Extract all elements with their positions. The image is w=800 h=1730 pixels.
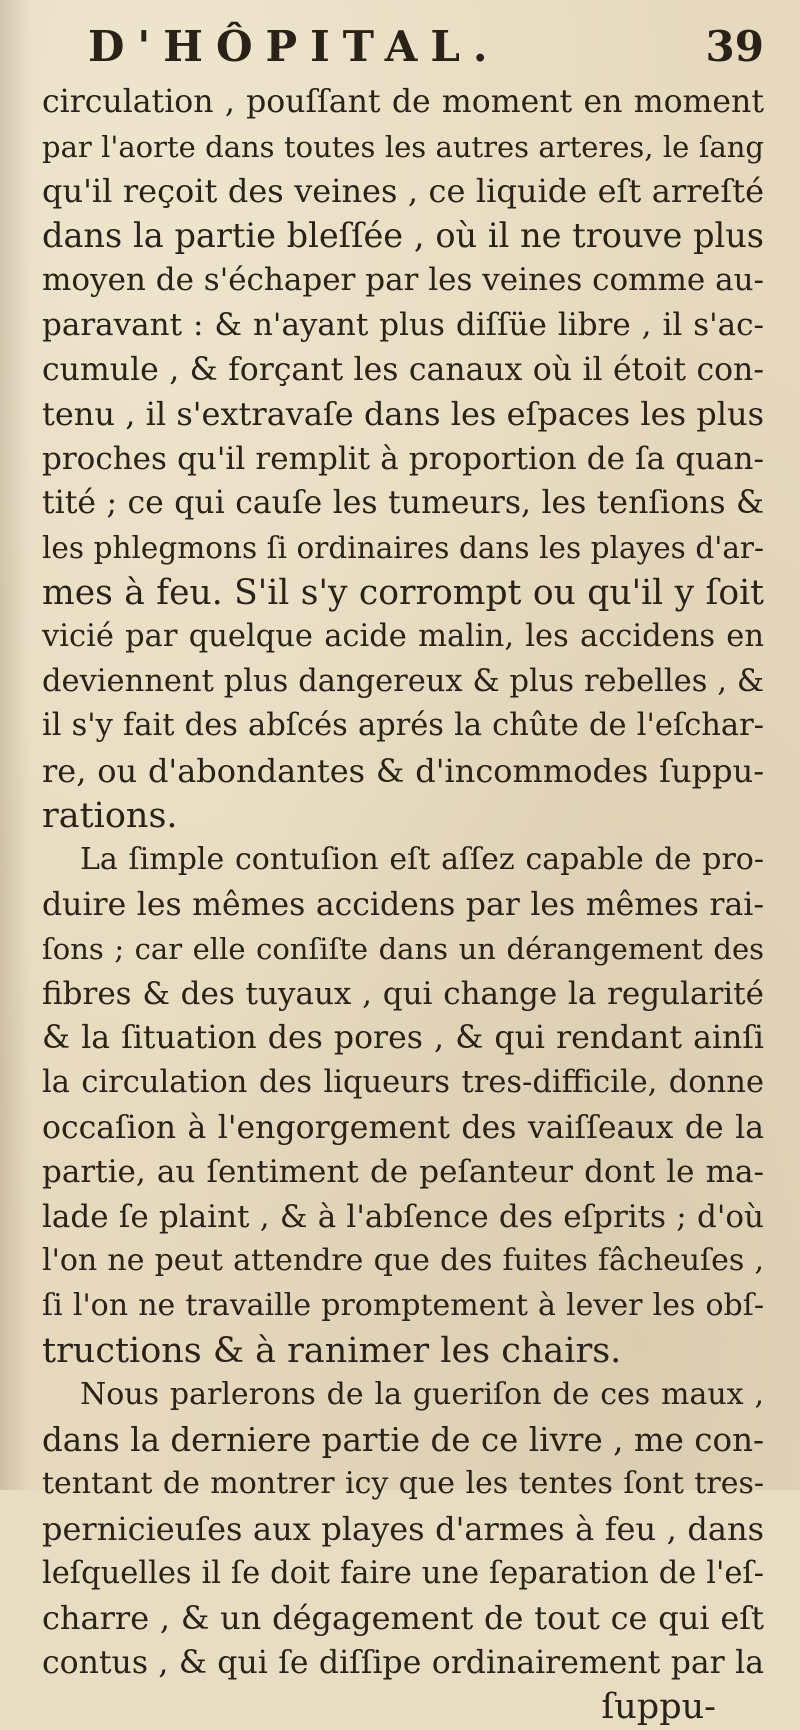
text-line: partie, au ſentiment de peſanteur dont le ma-: [42, 1154, 764, 1191]
text-line: circulation , pouſſant de moment en moment: [42, 84, 764, 120]
text-line: dans la partie bleſſée , où il ne trouve plus: [42, 215, 764, 255]
text-line: vicié par quelque acide malin, les accidens en: [42, 619, 764, 655]
text-line: par l'aorte dans toutes les autres arteres, le ſang: [42, 129, 764, 164]
body-text: [42, 80, 764, 1730]
text-line: mes à feu. S'il s'y corrompt ou qu'il y ſoit: [42, 572, 764, 613]
page-number: 39: [705, 22, 764, 71]
text-line: paravant : & n'ayant plus diſſüe libre , il s'ac-: [42, 306, 764, 343]
text-line: il s'y fait des abſcés aprés la chûte de l'eſchar-: [42, 708, 764, 744]
text-line: proches qu'il remplit à proportion de ſa quan-: [42, 440, 764, 477]
text-line: tité ; ce qui cauſe les tumeurs, les tenſions &: [42, 485, 764, 522]
paragraph-start-line: La ſimple contuſion eſt aſſez capable de pro-: [80, 842, 764, 878]
text-line: occaſion à l'engorgement des vaiſſeaux de la: [42, 1109, 764, 1146]
running-head: [88, 14, 764, 74]
text-line: ſi l'on ne travaille promptement à lever les obſ-: [42, 1288, 764, 1324]
catchword: ſuppu-: [601, 1687, 716, 1728]
text-line: tenu , il s'extravaſe dans les eſpaces les plus: [42, 395, 764, 434]
text-line: deviennent plus dangereux & plus rebelles , &: [42, 663, 764, 699]
text-line: duire les mêmes accidens par les mêmes rai-: [42, 886, 764, 923]
running-head-title: D'HÔPITAL.: [88, 22, 501, 71]
paragraph-end-line: tructions & à ranimer les chairs.: [42, 1330, 622, 1371]
text-line: fibres & des tuyaux , qui change la regularité: [42, 975, 764, 1012]
text-line: la circulation des liqueurs tres-difficile, donne: [42, 1065, 764, 1101]
text-line: pernicieuſes aux playes d'armes à feu , dans: [42, 1510, 764, 1548]
text-line: & la ſituation des pores , & qui rendant ainſi: [42, 1020, 764, 1057]
text-line: re, ou d'abondantes & d'incommodes ſuppu-: [42, 751, 764, 790]
text-line: tentant de montrer icy que les tentes ſont tres-: [42, 1466, 764, 1502]
text-line: contus , & qui ſe diſſipe ordinairement par la: [42, 1644, 764, 1681]
text-line: les phlegmons ſi ordinaires dans les playes d'ar-: [42, 530, 764, 565]
text-line: charre , & un dégagement de tout ce qui eſt: [42, 1599, 764, 1638]
text-line: leſquelles il ſe doit faire une ſeparation de l'eſ-: [42, 1555, 764, 1591]
text-line: moyen de s'échaper par les veines comme au-: [42, 262, 765, 299]
page-edge-shadow: [0, 0, 30, 1490]
paragraph-start-line: Nous parlerons de la gueriſon de ces maux ,: [80, 1377, 764, 1413]
text-line: cumule , & forçant les canaux où il étoit con-: [42, 351, 764, 388]
text-line: ſons ; car elle conſiſte dans un dérangement des: [42, 932, 764, 967]
text-line: dans la derniere partie de ce livre , me con-: [42, 1420, 764, 1459]
text-line: l'on ne peut attendre que des fuites fâcheuſes ,: [42, 1243, 764, 1279]
text-line: lade ſe plaint , & à l'abſence des eſprits ; d'où: [42, 1198, 764, 1235]
paragraph-end-line: rations.: [42, 795, 178, 836]
text-line: qu'il reçoit des veines , ce liquide eſt arreſté: [42, 172, 764, 211]
